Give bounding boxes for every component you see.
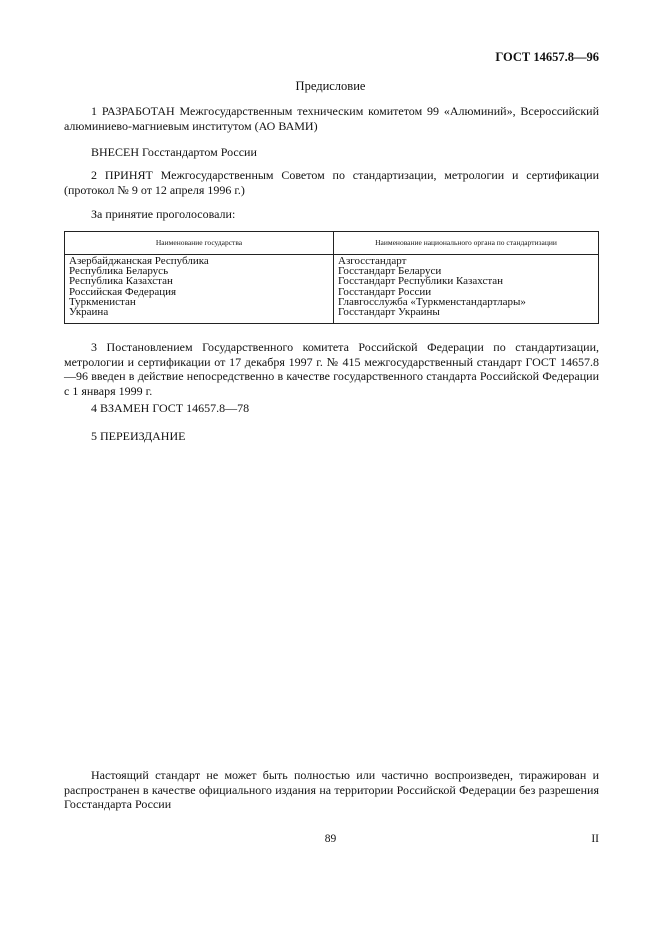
table-cell: Госстандарт Беларуси: [338, 265, 442, 278]
paragraph-developed: 1 РАЗРАБОТАН Межгосударственным техническим комитетом 99 «Алюминий», Всероссийский алюминиево-магниевым институтом (АО ВАМИ): [64, 104, 599, 133]
table-header: [65, 232, 598, 255]
header-standard-body: Наименование национального органа по стандартизации: [375, 238, 557, 247]
table-cell: Госстандарт России: [338, 285, 432, 298]
paragraph-copyright: Настоящий стандарт не может быть полностью или частично воспроизведен, тиражирован и распространен в качестве официального издания на территории Российской Федерации без разрешения Госстандарта России: [64, 768, 599, 811]
table-cell: Азербайджанская Республика: [69, 255, 209, 267]
standard-code: ГОСТ 14657.8—96: [495, 50, 599, 64]
table-cell: Республика Казахстан: [69, 275, 173, 288]
table-cell: Главгосслужба «Туркменстандартлары»: [338, 295, 526, 308]
paragraph-adopted: 2 ПРИНЯТ Межгосударственным Советом по стандартизации, метрологии и сертификации (протокол № 9 от 12 апреля 1996 г.): [64, 168, 599, 197]
table-cell: Республика Беларусь: [69, 265, 169, 278]
state-column: [69, 256, 329, 317]
table-cell: Азгосстандарт: [338, 255, 407, 267]
table-cell: Украина: [69, 306, 109, 319]
paragraph-introduced: ВНЕСЕН Госстандартом России: [91, 145, 257, 159]
paragraph-reissue: 5 ПЕРЕИЗДАНИЕ: [91, 429, 186, 443]
page-number: 89: [324, 833, 337, 845]
table-cell: Госстандарт Республики Казахстан: [338, 275, 504, 288]
voting-table: [64, 231, 599, 324]
section-title: Предисловие: [295, 79, 366, 93]
table-cell: Российская Федерация: [69, 285, 177, 298]
table-cell: Туркменистан: [69, 295, 136, 308]
header-state: Наименование государства: [155, 238, 243, 247]
paragraph-voted: За принятие проголосовали:: [91, 207, 236, 221]
standard-body-column: [338, 256, 598, 317]
table-cell: Госстандарт Украины: [338, 306, 440, 319]
paragraph-decree: 3 Постановлением Государственного комитета Российской Федерации по стандартизации, метрологии и сертификации от 17 декабря 1997 г. № 415 межгосударственный стандарт ГОСТ 14657.8—96 введен в действие непосредственно в качестве государственного стандарта Российской Федерации с 1 января 1999 г.: [64, 340, 599, 398]
paragraph-replaces: 4 ВЗАМЕН ГОСТ 14657.8—78: [91, 401, 250, 415]
column-divider: [333, 232, 334, 323]
roman-page-number: II: [591, 833, 599, 845]
